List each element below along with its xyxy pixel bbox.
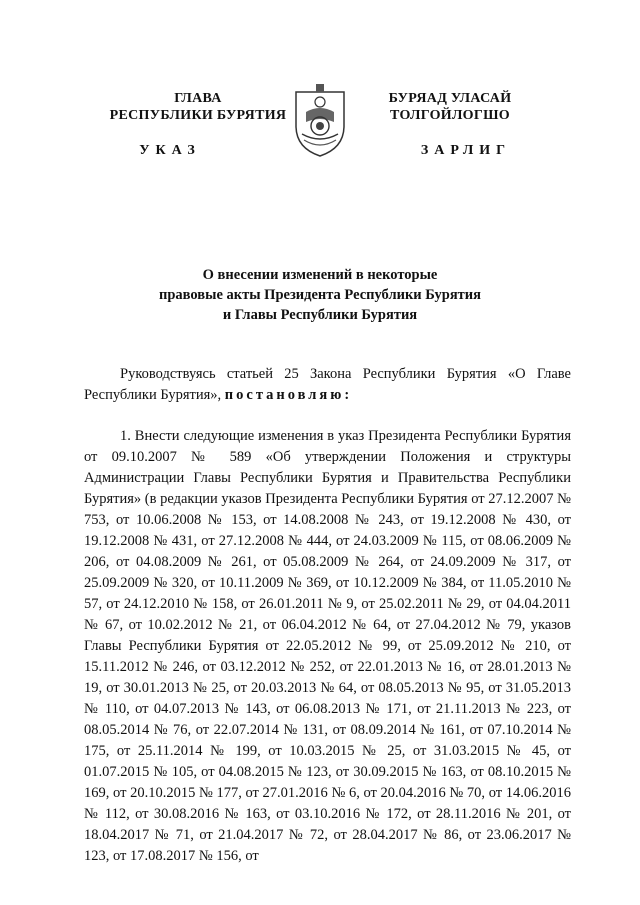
clause-1-paragraph [84,426,571,867]
clause-1-text: 1. Внести следующие изменения в указ Президента Республики Бурятия от 09.10.2007 № 589 «Об утверждении Положения и структуры Администрации Главы Республики Бурятия и Правительства Республики Бурятия» (в редакции указов Президента Республики Бурятия от 27.12.2007 № 753, от 10.06.2008 № 153, от 14.08.2008 № 243, от 19.12.2008 № 430, от 19.12.2008 № 431, от 27.12.2008 № 444, от 24.03.2009 № 115, от 08.06.2009 № 206, от 04.08.2009 № 261, от 05.08.2009 № 264, от 24.09.2009 № 317, от 25.09.2009 № 320, от 10.11.2009 № 369, от 10.12.2009 № 384, от 11.05.2010 № 57, от 24.12.2010 № 158, от 26.01.2011 № 9, от 25.02.2011 № 29, от 04.04.2011 № 67, от 10.02.2012 № 21, от 06.04.2012 № 64, от 27.04.2012 № 79, указов Главы Республики Бурятия от 22.05.2012 № 99, от 25.09.2012 № 210, от 15.11.2012 № 246, от 03.12.2012 № 252, от 22.01.2013 № 16, от 28.01.2013 № 19, от 30.01.2013 № 25, от 20.03.2013 № 64, от 08.05.2013 № 95, от 31.05.2013 № 110, от 04.07.2013 № 143, от 06.08.2013 № 171, от 21.11.2013 № 223, от 08.05.2014 № 76, от 22.07.2014 № 131, от 08.09.2014 № 161, от 07.10.2014 № 175, от 25.11.2014 № 199, от 10.03.2015 № 25, от 31.03.2015 № 45, от 01.07.2015 № 105, от 04.08.2015 № 123, от 30.09.2015 № 163, от 08.10.2015 № 169, от 20.10.2015 № 177, от 27.01.2016 № 6, от 20.04.2016 № 70, от 14.06.2016 № 112, от 30.08.2016 № 163, от 03.10.2016 № 172, от 28.11.2016 № 201, от 18.04.2017 № 71, от 21.04.2017 № 72, от 28.04.2017 № 86, от 23.06.2017 № 123, от 17.08.2017 № 156, от [84,428,571,864]
issuer-bua [340,90,560,124]
title-line2: правовые акты Президента Республики Бурятия [159,287,481,303]
issuer-ru [88,90,308,124]
title-line3: и Главы Республики Бурятия [222,307,418,323]
issuer-bua-line1: БУРЯАД УЛАСАЙ [388,91,512,106]
issuer-ru-line2: РЕСПУБЛИКИ БУРЯТИЯ [109,108,287,123]
preamble-text: Руководствуясь статьей 25 Закона Республики Бурятия «О Главе Республики Бурятия», [84,366,571,403]
document-title [90,265,550,325]
issuer-bua-line2: ТОЛГОЙЛОГШО [390,108,510,123]
preamble-emphasis: постановляю: [224,387,353,403]
decree-label-bua: ЗАРЛИГ [420,143,512,158]
preamble-paragraph [84,364,571,406]
issuer-ru-line1: ГЛАВА [174,91,222,106]
title-line1: О внесении изменений в некоторые [202,267,438,283]
decree-label-ru: УКАЗ [139,143,201,158]
